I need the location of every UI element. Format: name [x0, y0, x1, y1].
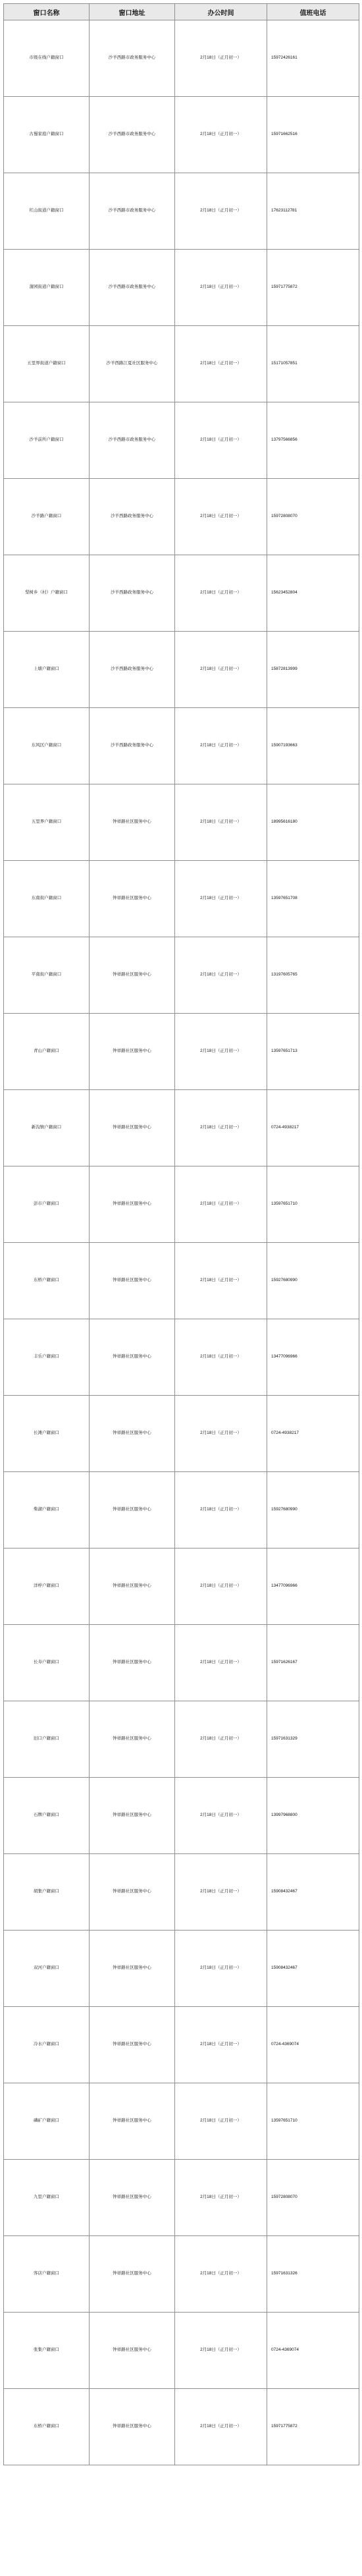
window-address: 钟祥路社区服务中心: [90, 1319, 175, 1396]
page: [3, 3, 359, 2465]
window-name: 石牌户籍窗口: [4, 1778, 90, 1854]
office-time: 2月18日（正月初一）: [175, 1548, 267, 1625]
office-time: 2月18日（正月初一）: [175, 2389, 267, 2465]
office-time: 2月18日（正月初一）: [175, 1854, 267, 1931]
duty-phone[interactable]: 15872813999: [267, 632, 359, 708]
window-address: 钟祥路社区服务中心: [90, 1166, 175, 1243]
office-time: 2月18日（正月初一）: [175, 937, 267, 1014]
table-row: [4, 2236, 359, 2313]
table-row: [4, 1090, 359, 1166]
office-time: 2月18日（正月初一）: [175, 1319, 267, 1396]
window-name: 冷水户籍窗口: [4, 2007, 90, 2083]
table-row: [4, 1931, 359, 2007]
window-address: 钟祥路社区服务中心: [90, 2313, 175, 2389]
window-name: 沙羊前所户籍窗口: [4, 402, 90, 479]
duty-phone[interactable]: 15171057851: [267, 326, 359, 402]
duty-phone[interactable]: 15971631326: [267, 2236, 359, 2313]
office-time: 2月18日（正月初一）: [175, 1166, 267, 1243]
office-time: 2月18日（正月初一）: [175, 2083, 267, 2160]
duty-phone[interactable]: 17623112781: [267, 173, 359, 250]
duty-phone[interactable]: 15971662516: [267, 97, 359, 173]
table-row: [4, 861, 359, 937]
office-time: 2月18日（正月初一）: [175, 1931, 267, 2007]
duty-phone[interactable]: 15907193663: [267, 708, 359, 784]
duty-phone[interactable]: 13597651708: [267, 861, 359, 937]
office-time: 2月18日（正月初一）: [175, 173, 267, 250]
office-time: 2月18日（正月初一）: [175, 1014, 267, 1090]
window-address: 沙羊西路市政务服务中心: [90, 402, 175, 479]
window-name: 丰乐户籍窗口: [4, 1319, 90, 1396]
table-row: [4, 2007, 359, 2083]
duty-phone[interactable]: 15971626167: [267, 1625, 359, 1701]
table-row: [4, 708, 359, 784]
window-address: 沙羊西路政务服务中心: [90, 708, 175, 784]
table-row: [4, 937, 359, 1014]
office-time: 2月18日（正月初一）: [175, 1243, 267, 1319]
office-time: 2月18日（正月初一）: [175, 250, 267, 326]
window-address: 沙羊西路政务服务中心: [90, 479, 175, 555]
office-time: 2月18日（正月初一）: [175, 1778, 267, 1854]
duty-phone[interactable]: 13477096966: [267, 1319, 359, 1396]
window-address: 钟祥路社区服务中心: [90, 861, 175, 937]
window-name: 长滩户籍窗口: [4, 1396, 90, 1472]
window-name: 蒲园街道户籍窗口: [4, 250, 90, 326]
table-row: [4, 1014, 359, 1090]
window-name: 客店户籍窗口: [4, 2236, 90, 2313]
header-address: 窗口地址: [90, 4, 175, 20]
window-address: 钟祥路社区服务中心: [90, 1854, 175, 1931]
window-address: 钟祥路社区服务中心: [90, 1548, 175, 1625]
duty-phone[interactable]: 0724-4938217: [267, 1396, 359, 1472]
window-address: 钟祥路社区服务中心: [90, 937, 175, 1014]
table-row: [4, 1778, 359, 1854]
office-time: 2月18日（正月初一）: [175, 555, 267, 632]
duty-phone[interactable]: 15927680990: [267, 1243, 359, 1319]
window-address: 钟祥路社区服务中心: [90, 784, 175, 861]
window-address: 沙羊西路市政务服务中心: [90, 20, 175, 97]
table-row: [4, 479, 359, 555]
office-time: 2月18日（正月初一）: [175, 1625, 267, 1701]
table-row: [4, 173, 359, 250]
duty-phone[interactable]: 13597651713: [267, 1014, 359, 1090]
table-row: [4, 402, 359, 479]
office-time: 2月18日（正月初一）: [175, 708, 267, 784]
window-name: 柴湖户籍窗口: [4, 1472, 90, 1548]
window-address: 沙羊西路市政务服务中心: [90, 250, 175, 326]
office-time: 2月18日（正月初一）: [175, 1090, 267, 1166]
table-row: [4, 1701, 359, 1778]
table-row: [4, 20, 359, 97]
window-name: 沙羊路户籍窗口: [4, 479, 90, 555]
office-time: 2月18日（正月初一）: [175, 2236, 267, 2313]
table-row: [4, 1548, 359, 1625]
window-name: 东桥户籍窗口: [4, 2389, 90, 2465]
table-row: [4, 2160, 359, 2236]
table-body: [4, 20, 359, 2465]
duty-phone[interactable]: 15972808070: [267, 2160, 359, 2236]
window-address: 钟祥路社区服务中心: [90, 1090, 175, 1166]
table-row: [4, 2083, 359, 2160]
office-time: 2月18日（正月初一）: [175, 1396, 267, 1472]
window-name: 新沟镇户籍窗口: [4, 1090, 90, 1166]
duty-phone[interactable]: 18995616180: [267, 784, 359, 861]
window-address: 钟祥路社区服务中心: [90, 1396, 175, 1472]
window-name: 平南街户籍窗口: [4, 937, 90, 1014]
office-time: 2月18日（正月初一）: [175, 326, 267, 402]
window-name: 古蜀家庭户籍窗口: [4, 97, 90, 173]
office-time: 2月18日（正月初一）: [175, 2313, 267, 2389]
duty-phone[interactable]: 13597651710: [267, 2083, 359, 2160]
window-address: 钟祥路社区服务中心: [90, 1931, 175, 2007]
duty-phone[interactable]: 13597651710: [267, 1166, 359, 1243]
table-row: [4, 1243, 359, 1319]
window-address: 钟祥路社区服务中心: [90, 2236, 175, 2313]
window-address: 沙羊西路政务服务中心: [90, 632, 175, 708]
window-address: 钟祥路社区服务中心: [90, 1701, 175, 1778]
window-name: 东风区户籍窗口: [4, 708, 90, 784]
window-address: 钟祥路社区服务中心: [90, 2007, 175, 2083]
table-row: [4, 1396, 359, 1472]
duty-phone[interactable]: 0724-4369074: [267, 2313, 359, 2389]
window-name: 青山户籍窗口: [4, 1014, 90, 1090]
duty-phone[interactable]: 13477096966: [267, 1548, 359, 1625]
duty-phone[interactable]: 15927680990: [267, 1472, 359, 1548]
window-name: 胡集户籍窗口: [4, 1854, 90, 1931]
duty-phone[interactable]: 13997968800: [267, 1778, 359, 1854]
window-address: 钟祥路社区服务中心: [90, 1014, 175, 1090]
table-row: [4, 1854, 359, 1931]
duty-phone[interactable]: 15972426161: [267, 20, 359, 97]
window-name: 双河户籍窗口: [4, 1931, 90, 2007]
window-name: 彭市户籍窗口: [4, 1166, 90, 1243]
table-row: [4, 1625, 359, 1701]
window-name: 磷矿户籍窗口: [4, 2083, 90, 2160]
window-name: 旧口户籍窗口: [4, 1701, 90, 1778]
table-row: [4, 1166, 359, 1243]
office-time: 2月18日（正月初一）: [175, 784, 267, 861]
office-time: 2月18日（正月初一）: [175, 2160, 267, 2236]
table-row: [4, 784, 359, 861]
window-name: 洋梓户籍窗口: [4, 1548, 90, 1625]
office-time: 2月18日（正月初一）: [175, 632, 267, 708]
duty-phone[interactable]: 15972808070: [267, 479, 359, 555]
window-address: 沙羊西路市政务服务中心: [90, 97, 175, 173]
office-time: 2月18日（正月初一）: [175, 1472, 267, 1548]
window-name: 东桥户籍窗口: [4, 1243, 90, 1319]
office-time: 2月18日（正月初一）: [175, 97, 267, 173]
window-address: 沙羊西路政务服务中心: [90, 555, 175, 632]
office-time: 2月18日（正月初一）: [175, 20, 267, 97]
table-row: [4, 632, 359, 708]
duty-phone[interactable]: 15971775872: [267, 250, 359, 326]
office-time: 2月18日（正月初一）: [175, 402, 267, 479]
table-row: [4, 1319, 359, 1396]
window-name: 上塘户籍窗口: [4, 632, 90, 708]
window-address: 沙羊西路市政务服务中心: [90, 173, 175, 250]
window-name: 五里界街道户籍窗口: [4, 326, 90, 402]
table-header: [4, 4, 359, 20]
duty-phone[interactable]: 15623452804: [267, 555, 359, 632]
table-row: [4, 97, 359, 173]
header-time: 办公时间: [175, 4, 267, 20]
duty-phone[interactable]: 15908432467: [267, 1854, 359, 1931]
office-time: 2月18日（正月初一）: [175, 861, 267, 937]
window-address: 钟祥路社区服务中心: [90, 1625, 175, 1701]
table-row: [4, 1472, 359, 1548]
window-address: 钟祥路社区服务中心: [90, 1778, 175, 1854]
office-time: 2月18日（正月初一）: [175, 1701, 267, 1778]
window-name: 东南街户籍窗口: [4, 861, 90, 937]
duty-phone[interactable]: 13797566856: [267, 402, 359, 479]
window-address: 钟祥路社区服务中心: [90, 2160, 175, 2236]
window-address: 钟祥路社区服务中心: [90, 1472, 175, 1548]
window-name: 九里户籍窗口: [4, 2160, 90, 2236]
window-name: 红山街道户籍窗口: [4, 173, 90, 250]
duty-phone[interactable]: 15908432467: [267, 1931, 359, 2007]
office-time: 2月18日（正月初一）: [175, 479, 267, 555]
table-row: [4, 2313, 359, 2389]
duty-phone[interactable]: 0724-4369074: [267, 2007, 359, 2083]
office-time: 2月18日（正月初一）: [175, 2007, 267, 2083]
window-name: 梨树乡（村）户籍窗口: [4, 555, 90, 632]
window-name: 五里界户籍窗口: [4, 784, 90, 861]
duty-phone[interactable]: 15971631329: [267, 1701, 359, 1778]
duty-phone[interactable]: 13197605765: [267, 937, 359, 1014]
duty-phone[interactable]: 15971775872: [267, 2389, 359, 2465]
header-name: 窗口名称: [4, 4, 90, 20]
header-phone: 值班电话: [267, 4, 359, 20]
window-address: 沙羊西路江夏社区服务中心: [90, 326, 175, 402]
window-address: 钟祥路社区服务中心: [90, 2083, 175, 2160]
table-row: [4, 326, 359, 402]
duty-phone[interactable]: 0724-4938217: [267, 1090, 359, 1166]
window-address: 钟祥路社区服务中心: [90, 1243, 175, 1319]
table-row: [4, 2389, 359, 2465]
schedule-table: [3, 3, 359, 2465]
window-name: 张集户籍窗口: [4, 2313, 90, 2389]
window-name: 市级在线户籍窗口: [4, 20, 90, 97]
window-address: 钟祥路社区服务中心: [90, 2389, 175, 2465]
table-row: [4, 555, 359, 632]
table-row: [4, 250, 359, 326]
window-name: 长寿户籍窗口: [4, 1625, 90, 1701]
